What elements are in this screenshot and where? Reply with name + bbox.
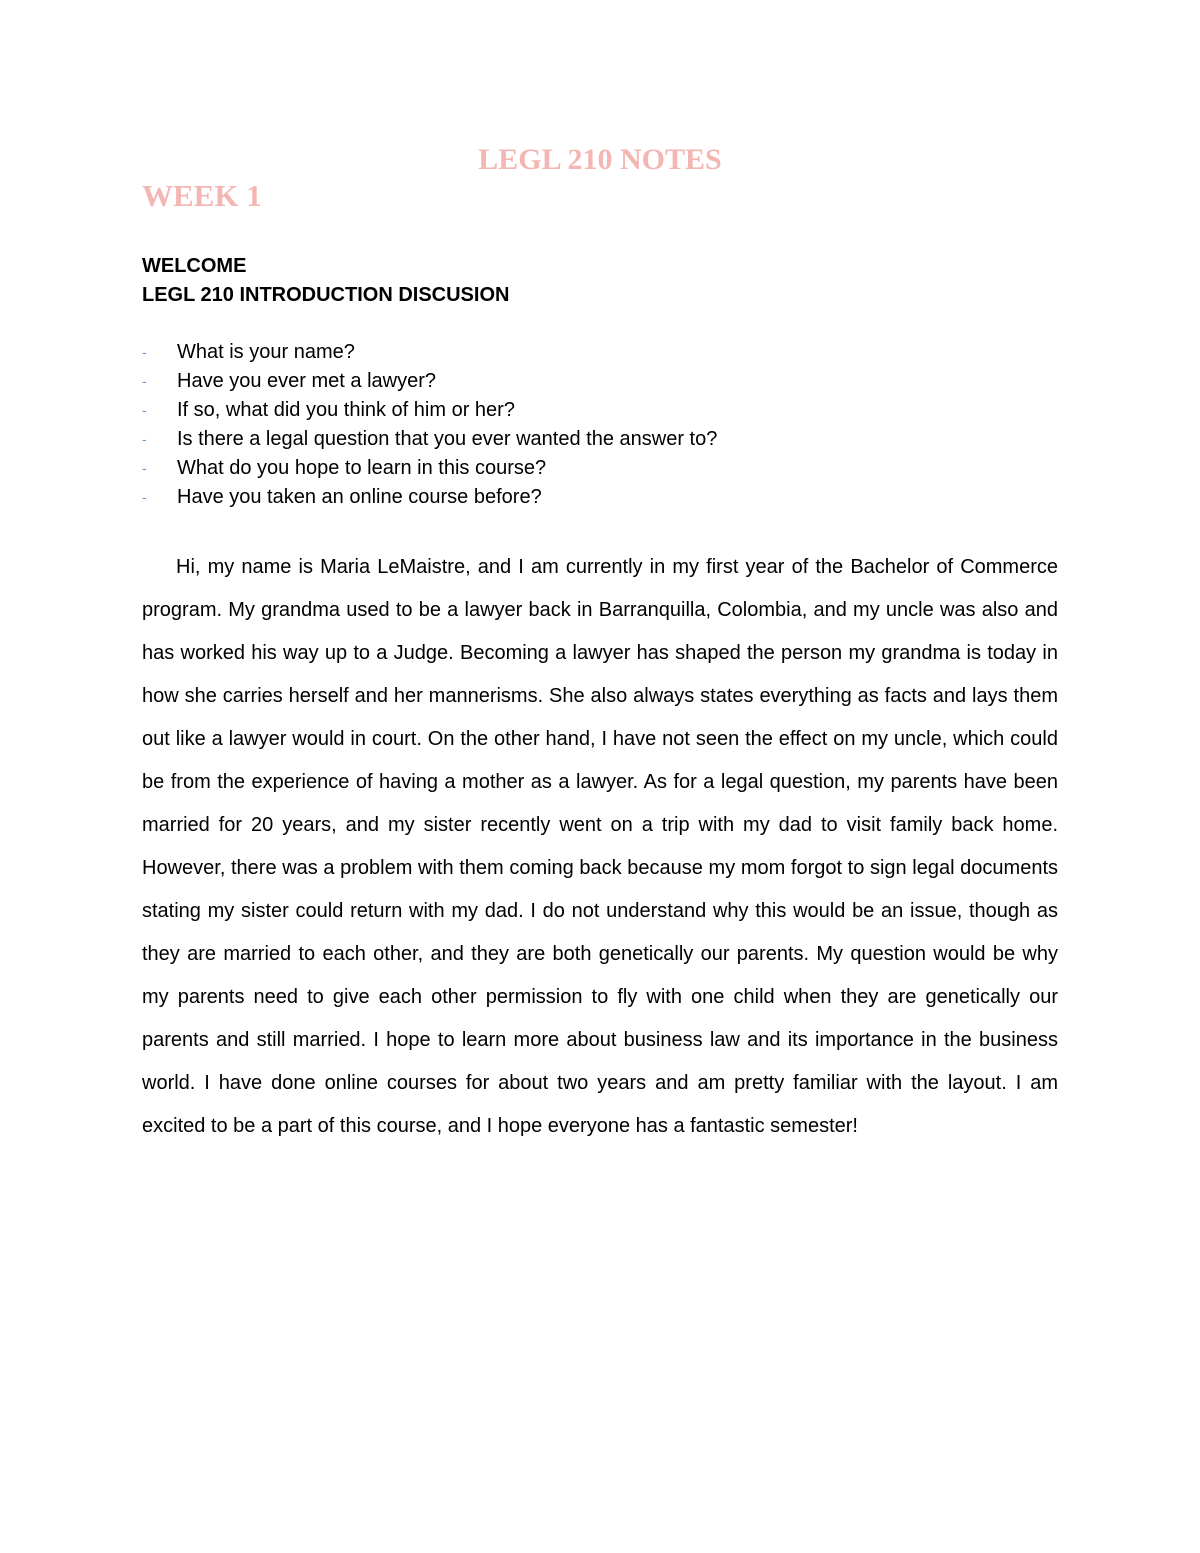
list-item: [142, 396, 717, 425]
list-item: [142, 367, 717, 396]
page-title: LEGL 210 NOTES: [478, 143, 722, 176]
list-item: [142, 483, 717, 512]
question-text: What do you hope to learn in this course?: [177, 457, 547, 479]
discussion-title: LEGL 210 INTRODUCTION DISCUSION: [142, 284, 510, 306]
question-text: Have you taken an online course before?: [177, 486, 542, 508]
bullet-dash: -: [142, 489, 147, 505]
question-text: What is your name?: [177, 341, 355, 363]
list-item: [142, 338, 717, 367]
response-paragraph: Hi, my name is Maria LeMaistre, and I am currently in my first year of the Bachelor of Commerce program. My grandma used to be a lawyer back in Barranquilla, Colombia, and my uncle was also and has worked his way up to a Judge. Becoming a lawyer has shaped the person my grandma is today in how she carries herself and her mannerisms. She also always states everything as facts and lays them out like a lawyer would in court. On the other hand, I have not seen the effect on my uncle, which could be from the experience of having a mother as a lawyer. As for a legal question, my parents have been married for 20 years, and my sister recently went on a trip with my dad to visit family back home. However, there was a problem with them coming back because my mom forgot to sign legal documents stating my sister could return with my dad. I do not understand why this would be an issue, though as they are married to each other, and they are both genetically our parents. My question would be why my parents need to give each other permission to fly with one child when they are genetically our parents and still married. I hope to learn more about business law and its importance in the business world. I have done online courses for about two years and am pretty familiar with the layout. I am excited to be a part of this course, and I hope everyone has a fantastic semester!: [142, 556, 1058, 1137]
bullet-dash: -: [142, 344, 147, 360]
question-text: Is there a legal question that you ever wanted the answer to?: [177, 428, 718, 450]
bullet-dash: -: [142, 460, 147, 476]
welcome-heading: WELCOME: [142, 255, 247, 277]
question-text: Have you ever met a lawyer?: [177, 370, 437, 392]
list-item: [142, 425, 717, 454]
question-list: [142, 338, 717, 512]
bullet-dash: -: [142, 373, 147, 389]
question-text: If so, what did you think of him or her?: [177, 399, 515, 421]
list-item: [142, 454, 717, 483]
bullet-dash: -: [142, 431, 147, 447]
bullet-dash: -: [142, 402, 147, 418]
week-heading: WEEK 1: [142, 178, 262, 213]
section-headings: [142, 252, 509, 310]
